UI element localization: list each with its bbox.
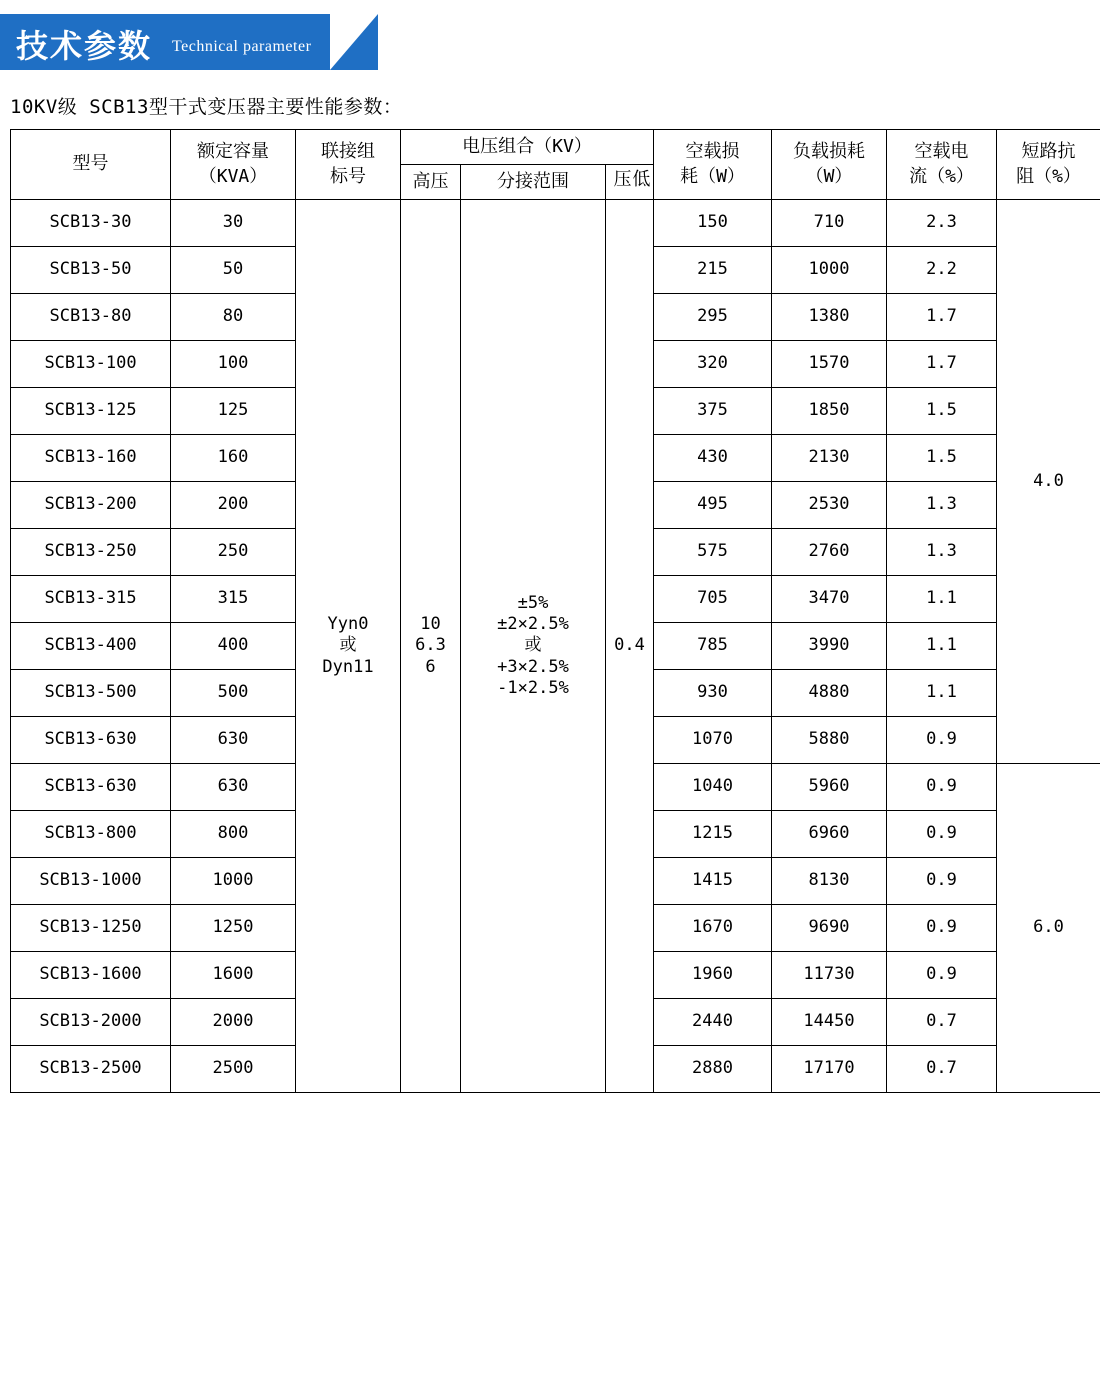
high-voltage-line-1: 10 <box>420 614 441 635</box>
cell-capacity: 2000 <box>171 999 296 1046</box>
cell-load-loss: 4880 <box>772 670 887 717</box>
cell-no-load-loss: 430 <box>654 435 772 482</box>
cell-load-loss: 3990 <box>772 623 887 670</box>
cell-no-load-current: 0.9 <box>887 811 997 858</box>
cell-short-circuit-impedance-group2: 6.0 <box>997 764 1100 1093</box>
cell-capacity: 125 <box>171 388 296 435</box>
header-load-loss-line1: 负载损耗 <box>793 141 865 162</box>
cell-no-load-current: 0.7 <box>887 999 997 1046</box>
cell-capacity: 630 <box>171 764 296 811</box>
cell-capacity: 80 <box>171 294 296 341</box>
cell-no-load-loss: 2440 <box>654 999 772 1046</box>
cell-high-voltage-merged <box>401 200 461 1093</box>
transformer-spec-table <box>10 129 1100 1093</box>
header-model: 型号 <box>11 130 171 200</box>
table-row <box>11 200 1100 247</box>
cell-load-loss: 1000 <box>772 247 887 294</box>
cell-no-load-current: 1.3 <box>887 482 997 529</box>
header-no-load-loss-line2: 耗（W） <box>680 165 745 187</box>
cell-model: SCB13-100 <box>11 341 171 388</box>
cell-no-load-current: 1.1 <box>887 623 997 670</box>
tap-range-line-3: 或 <box>524 635 542 656</box>
cell-no-load-current: 0.9 <box>887 717 997 764</box>
cell-model: SCB13-80 <box>11 294 171 341</box>
tap-range-line-4: +3×2.5% <box>497 656 569 677</box>
cell-model: SCB13-160 <box>11 435 171 482</box>
table-body <box>11 200 1100 1093</box>
cell-capacity: 100 <box>171 341 296 388</box>
cell-model: SCB13-1000 <box>11 858 171 905</box>
header-no-load-loss-line1: 空载损 <box>685 141 740 162</box>
header-no-load-loss <box>654 130 772 200</box>
cell-capacity: 1000 <box>171 858 296 905</box>
cell-no-load-current: 2.2 <box>887 247 997 294</box>
cell-capacity: 160 <box>171 435 296 482</box>
cell-model: SCB13-50 <box>11 247 171 294</box>
cell-model: SCB13-400 <box>11 623 171 670</box>
cell-no-load-current: 1.3 <box>887 529 997 576</box>
cell-model: SCB13-800 <box>11 811 171 858</box>
cell-capacity: 400 <box>171 623 296 670</box>
cell-load-loss: 710 <box>772 200 887 247</box>
cell-load-loss: 1850 <box>772 388 887 435</box>
cell-no-load-loss: 575 <box>654 529 772 576</box>
cell-load-loss: 9690 <box>772 905 887 952</box>
cell-load-loss: 2530 <box>772 482 887 529</box>
cell-capacity: 800 <box>171 811 296 858</box>
header-voltage-combination: 电压组合（KV） <box>401 130 654 165</box>
cell-load-loss: 6960 <box>772 811 887 858</box>
cell-capacity: 500 <box>171 670 296 717</box>
high-voltage-line-2: 6.3 <box>415 635 446 656</box>
cell-no-load-loss: 150 <box>654 200 772 247</box>
header-short-circuit-impedance <box>997 130 1100 200</box>
cell-model: SCB13-30 <box>11 200 171 247</box>
page-header-banner <box>0 0 1100 84</box>
table-header <box>11 130 1100 200</box>
high-voltage-line-3: 6 <box>425 656 436 677</box>
cell-no-load-loss: 495 <box>654 482 772 529</box>
cell-no-load-loss: 1070 <box>654 717 772 764</box>
cell-load-loss: 17170 <box>772 1046 887 1093</box>
cell-no-load-current: 1.1 <box>887 670 997 717</box>
cell-load-loss: 8130 <box>772 858 887 905</box>
table-caption: 10KV级 SCB13型干式变压器主要性能参数： <box>10 96 403 118</box>
connection-group-line-2: 或 <box>339 635 357 656</box>
cell-no-load-loss: 1960 <box>654 952 772 999</box>
cell-capacity: 2500 <box>171 1046 296 1093</box>
cell-load-loss: 1570 <box>772 341 887 388</box>
banner-arrow-shape <box>330 14 378 70</box>
cell-model: SCB13-250 <box>11 529 171 576</box>
cell-load-loss: 1380 <box>772 294 887 341</box>
cell-no-load-current: 0.7 <box>887 1046 997 1093</box>
cell-model: SCB13-2000 <box>11 999 171 1046</box>
cell-no-load-current: 2.3 <box>887 200 997 247</box>
cell-model: SCB13-1250 <box>11 905 171 952</box>
cell-low-voltage-merged: 0.4 <box>606 200 654 1093</box>
tap-range-line-1: ±5% <box>517 592 549 613</box>
cell-no-load-current: 0.9 <box>887 858 997 905</box>
header-connection-group-line1: 联接组 <box>321 141 375 162</box>
cell-no-load-current: 1.1 <box>887 576 997 623</box>
cell-short-circuit-impedance-group1: 4.0 <box>997 200 1100 764</box>
cell-capacity: 250 <box>171 529 296 576</box>
connection-group-line-3: Dyn11 <box>322 656 374 677</box>
cell-no-load-loss: 785 <box>654 623 772 670</box>
header-low-voltage <box>606 165 654 200</box>
cell-no-load-loss: 2880 <box>654 1046 772 1093</box>
cell-no-load-current: 1.5 <box>887 435 997 482</box>
cell-load-loss: 2130 <box>772 435 887 482</box>
cell-model: SCB13-200 <box>11 482 171 529</box>
cell-no-load-current: 0.9 <box>887 764 997 811</box>
cell-no-load-current: 1.7 <box>887 341 997 388</box>
cell-model: SCB13-630 <box>11 717 171 764</box>
header-tap-range: 分接范围 <box>461 165 606 200</box>
header-connection-group <box>296 130 401 200</box>
banner-title-chinese: 技术参数 <box>16 27 153 65</box>
header-rated-capacity <box>171 130 296 200</box>
header-high-voltage: 高压 <box>401 165 461 200</box>
cell-no-load-loss: 215 <box>654 247 772 294</box>
cell-load-loss: 14450 <box>772 999 887 1046</box>
cell-model: SCB13-500 <box>11 670 171 717</box>
cell-no-load-current: 1.5 <box>887 388 997 435</box>
cell-no-load-loss: 320 <box>654 341 772 388</box>
cell-capacity: 200 <box>171 482 296 529</box>
table-header-row-1 <box>11 130 1100 165</box>
header-connection-group-line2: 标号 <box>330 165 366 187</box>
cell-model: SCB13-2500 <box>11 1046 171 1093</box>
header-load-loss-line2: （W） <box>805 165 853 187</box>
cell-no-load-loss: 705 <box>654 576 772 623</box>
cell-load-loss: 5880 <box>772 717 887 764</box>
cell-capacity: 1600 <box>171 952 296 999</box>
cell-capacity: 315 <box>171 576 296 623</box>
cell-no-load-loss: 1215 <box>654 811 772 858</box>
cell-capacity: 30 <box>171 200 296 247</box>
cell-capacity: 630 <box>171 717 296 764</box>
cell-no-load-loss: 1670 <box>654 905 772 952</box>
cell-connection-group-merged <box>296 200 401 1093</box>
cell-no-load-loss: 930 <box>654 670 772 717</box>
banner-title-english: Technical parameter <box>172 38 312 55</box>
tap-range-line-5: -1×2.5% <box>497 677 569 698</box>
cell-model: SCB13-315 <box>11 576 171 623</box>
tap-range-line-2: ±2×2.5% <box>497 614 569 635</box>
cell-model: SCB13-1600 <box>11 952 171 999</box>
header-no-load-current <box>887 130 997 200</box>
cell-load-loss: 11730 <box>772 952 887 999</box>
cell-load-loss: 3470 <box>772 576 887 623</box>
cell-no-load-loss: 1415 <box>654 858 772 905</box>
cell-no-load-loss: 295 <box>654 294 772 341</box>
header-load-loss <box>772 130 887 200</box>
header-no-load-current-line2: 流（%） <box>909 165 974 187</box>
cell-tap-range-merged <box>461 200 606 1093</box>
header-short-circuit-impedance-line1: 短路抗 <box>1021 141 1076 162</box>
cell-no-load-current: 0.9 <box>887 905 997 952</box>
cell-capacity: 1250 <box>171 905 296 952</box>
cell-no-load-current: 1.7 <box>887 294 997 341</box>
header-low-voltage-text: 低压 <box>610 169 651 189</box>
cell-no-load-loss: 375 <box>654 388 772 435</box>
cell-capacity: 50 <box>171 247 296 294</box>
header-rated-capacity-line1: 额定容量 <box>197 141 269 162</box>
cell-load-loss: 5960 <box>772 764 887 811</box>
cell-no-load-current: 0.9 <box>887 952 997 999</box>
header-rated-capacity-line2: （KVA） <box>198 165 268 187</box>
connection-group-line-1: Yyn0 <box>327 614 369 635</box>
cell-model: SCB13-125 <box>11 388 171 435</box>
header-short-circuit-impedance-line2: 阻（%） <box>1016 165 1081 187</box>
cell-load-loss: 2760 <box>772 529 887 576</box>
cell-no-load-loss: 1040 <box>654 764 772 811</box>
header-no-load-current-line1: 空载电 <box>914 141 969 162</box>
cell-model: SCB13-630 <box>11 764 171 811</box>
